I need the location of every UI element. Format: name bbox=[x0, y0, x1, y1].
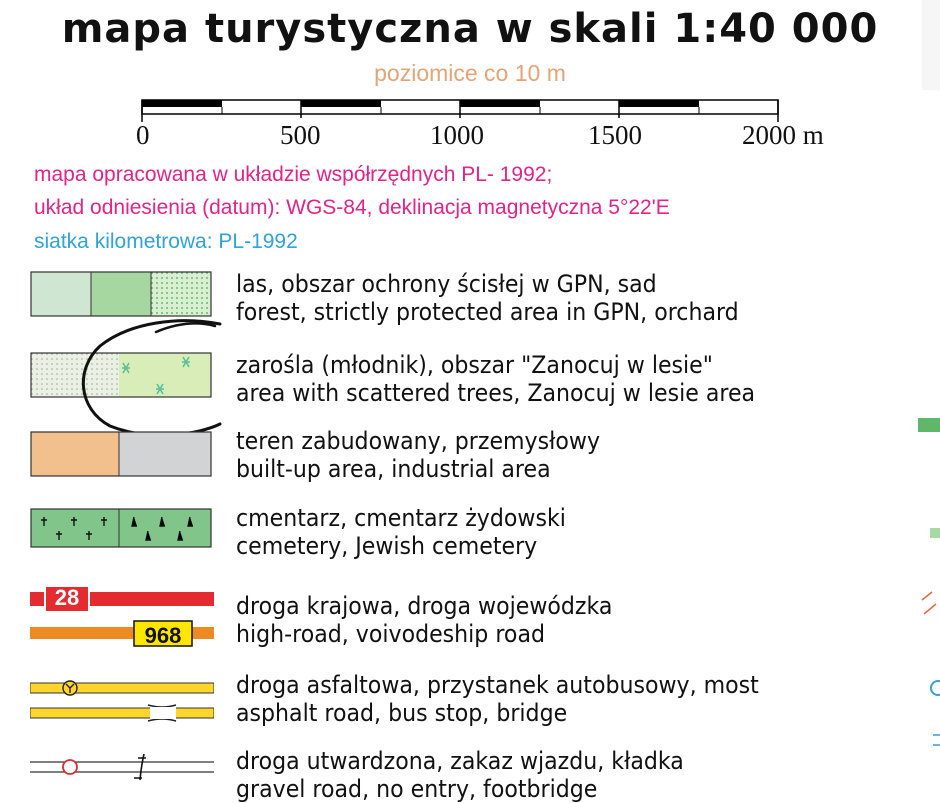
builtup-swatch bbox=[30, 431, 212, 477]
scale-label-1500: 1500 bbox=[588, 120, 642, 150]
km-grid-note: siatka kilometrowa: PL-1992 bbox=[34, 230, 298, 253]
asphalt-road-swatch bbox=[30, 678, 214, 722]
scale-label-500: 500 bbox=[280, 120, 321, 150]
legend-scrub-en: area with scattered trees, Zanocuj w lesie area bbox=[236, 379, 756, 407]
legend-scrub-pl: zarośla (młodnik), obszar "Zanocuj w lesie" bbox=[236, 351, 713, 379]
legend-gravel-pl: droga utwardzona, zakaz wjazdu, kładka bbox=[236, 747, 684, 775]
voivodeship-road-number: 968 bbox=[144, 623, 182, 648]
hand-drawn-circle-mark bbox=[70, 314, 230, 442]
legend-gravel-en: gravel road, no entry, footbridge bbox=[236, 775, 598, 803]
legend-mainroad-en: high-road, voivodeship road bbox=[236, 620, 545, 648]
legend-forest-pl: las, obszar ochrony ścisłej w GPN, sad bbox=[236, 270, 657, 298]
legend-asphalt-en: asphalt road, bus stop, bridge bbox=[236, 699, 568, 727]
cemetery-swatch bbox=[30, 508, 212, 548]
legend-asphalt-pl: droga asfaltowa, przystanek autobusowy, most bbox=[236, 671, 759, 699]
datum-declination-note: układ odniesienia (datum): WGS-84, deklinacja magnetyczna 5°22'E bbox=[34, 196, 670, 219]
legend-forest-en: forest, strictly protected area in GPN, orchard bbox=[236, 298, 739, 326]
legend-builtup-en: built-up area, industrial area bbox=[236, 455, 551, 483]
legend-mainroad-pl: droga krajowa, droga wojewódzka bbox=[236, 592, 613, 620]
gravel-road-swatch bbox=[30, 752, 214, 788]
coordinate-system-note: mapa opracowana w układzie współrzędnych PL- 1992; bbox=[34, 163, 553, 186]
scale-label-2000: 2000 m bbox=[742, 120, 824, 150]
national-road-number: 28 bbox=[54, 585, 80, 610]
scale-label-0: 0 bbox=[136, 120, 150, 150]
legend-cemetery-pl: cmentarz, cmentarz żydowski bbox=[236, 504, 566, 532]
legend-cemetery-en: cemetery, Jewish cemetery bbox=[236, 532, 538, 560]
contour-interval-note: poziomice co 10 m bbox=[374, 60, 566, 86]
scale-label-1000: 1000 bbox=[430, 120, 484, 150]
legend-builtup-pl: teren zabudowany, przemysłowy bbox=[236, 427, 601, 455]
adjacent-legend-fragment bbox=[900, 0, 940, 788]
forest-swatch bbox=[30, 271, 212, 317]
map-title: mapa turystyczna w skali 1:40 000 bbox=[61, 6, 879, 52]
